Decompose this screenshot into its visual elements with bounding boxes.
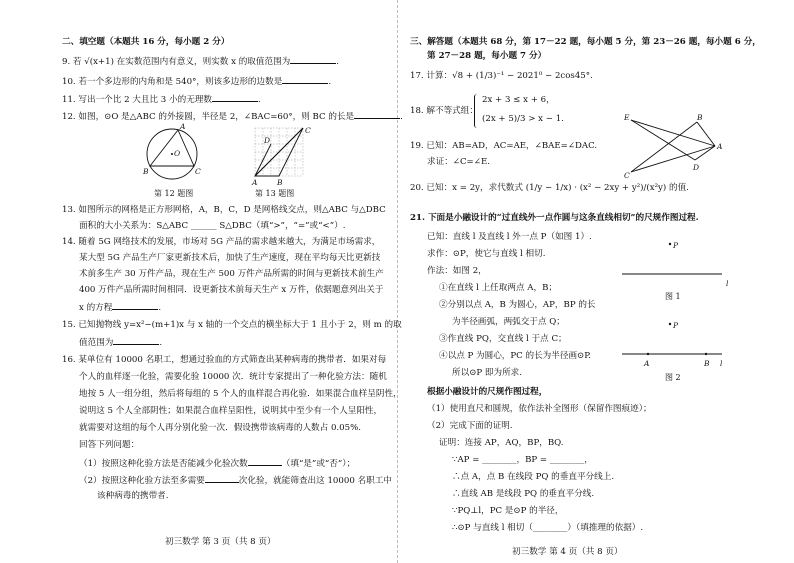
question-16-line-4: 说明这 5 个人全部阴性；如果混合血样呈阳性，说明其中至少有一个人呈阳性， [79, 406, 383, 416]
figure-13-caption: 第 13 题图 [255, 189, 295, 198]
question-15-line-2: 值范围为 . [79, 338, 163, 348]
question-14-line-4: 400 万件产品所需时间相同．设更新技术前每天生产 x 万件，依据题意列出关于 [79, 285, 384, 295]
svg-text:D: D [693, 163, 700, 172]
svg-text:P: P [673, 241, 679, 250]
question-16-line-6: 回答下列问题： [79, 440, 140, 450]
section-title-answers: 三、解答题（本题共 68 分，第 17－22 题，每小题 5 分，第 23－26 题，每小题 6 分， [410, 37, 761, 47]
question-14-line-3: 术前多生产 30 万件产品，现在生产 500 万件产品所需的时间与更新技术前生产 [79, 269, 384, 279]
question-19-line-2: 求证：∠C=∠E. [427, 157, 490, 167]
svg-text:l: l [726, 279, 729, 288]
question-14-line-2: 某大型 5G 产品生产厂家更新技术后，加快了生产速度，现在平均每天比更新技 [79, 253, 381, 263]
svg-text:O: O [174, 149, 181, 158]
question-9: 9. 若 √(x+1) 在实数范围内有意义，则实数 x 的取值范围为 . [62, 57, 340, 67]
figure-12-caption: 第 12 题图 [154, 189, 194, 198]
question-18-label: 18. 解不等式组： [410, 106, 478, 116]
figure-2-caption: 图 2 [665, 373, 681, 382]
q21-step-3: ③作直线 PQ，交直线 l 于点 C； [439, 334, 567, 344]
proof-line-4: ∴直线 AB 是线段 PQ 的垂直平分线. [452, 489, 595, 499]
inequality-2: (2x + 5)/3 > x − 1. [482, 114, 564, 124]
figure-2 [622, 320, 732, 370]
q21-conclusion: 所以⊙P 即为所求. [452, 368, 523, 378]
question-20: 20. 已知：x = 2y，求代数式 (1/y − 1/x) · (x² − 2xy + y²)/(x²y) 的值. [410, 183, 689, 193]
section-title-answers-cont: 第 27－28 题，每小题 7 分） [427, 51, 547, 61]
q21-step-2-cont: 为半径画弧，两弧交于点 Q； [452, 317, 565, 327]
proof-line-3: ∴点 A，点 B 在线段 PQ 的垂直平分线上. [452, 472, 615, 482]
figure-13-grid [252, 126, 315, 188]
q21-sub-title: 根据小融设计的尺规作图过程， [427, 387, 548, 397]
q21-step-4: ④以点 P 为圆心，PC 的长为半径画⊙P. [439, 351, 592, 361]
proof-line-6: ∴⊙P 与直线 l 相切（________）（填推理的依据）. [452, 523, 644, 533]
q21-step-1: ①在直线 l 上任取两点 A，B； [439, 283, 557, 293]
left-page-footer: 初三数学 第 3 页（共 8 页） [165, 537, 276, 547]
figure-1 [622, 240, 732, 295]
question-14-line-5: x 的方程 . [79, 303, 162, 313]
q21-step-2: ②分别以点 A，B 为圆心，AP，BP 的长 [439, 300, 596, 310]
question-16-line-3: 地按 5 人一组分组，然后将每组的 5 个人的血样混合再化验．如果混合血样呈阴性， [79, 389, 402, 399]
question-16-part-1: （1）按照这种化验方法是否能减少化验次数 （填“是”或“否”）； [79, 459, 356, 469]
svg-text:D: D [264, 136, 271, 145]
svg-text:A: A [644, 359, 650, 368]
figure-19 [624, 112, 727, 180]
svg-text:A: A [180, 122, 186, 131]
question-14-line-1: 14. 随着 5G 网络技术的发展，市场对 5G 产品的需求越来越大，为满足市场需求， [62, 237, 381, 247]
svg-text:B: B [704, 359, 710, 368]
question-10: 10. 若一个多边形的内角和是 540°，则该多边形的边数是 . [62, 77, 332, 87]
proof-line-1: 证明：连接 AP，AQ，BP，BQ. [439, 438, 564, 448]
svg-text:C: C [305, 126, 311, 135]
q21-method: 作法：如图 2， [427, 266, 487, 276]
question-16-line-5: 就需要对这组的每个人再分别化验一次．假设携带该病毒的人数占 0.05%. [79, 423, 361, 433]
svg-text:P: P [673, 321, 679, 330]
svg-text:B: B [143, 167, 149, 176]
q21-given: 已知：直线 l 及直线 l 外一点 P（如图 1）. [427, 232, 592, 242]
svg-text:A: A [717, 142, 723, 151]
svg-text:B: B [277, 178, 283, 187]
question-16-part-2: （2）按照这种化验方法至多需要 次化验，就能筛查出这 10000 名职工中 [79, 476, 392, 486]
right-page-footer: 初三数学 第 4 页（共 8 页） [512, 547, 623, 557]
svg-text:C: C [624, 171, 630, 180]
section-title-fill-in: 二、填空题（本题共 16 分，每小题 2 分） [62, 37, 230, 47]
proof-line-2: ∵AP = ________，BP = ________， [452, 455, 593, 465]
figure-1-caption: 图 1 [665, 292, 681, 301]
proof-line-5: ∵PQ⊥l，PC 是⊙P 的半径， [452, 506, 564, 516]
figure-12-circle [140, 122, 210, 187]
svg-text:l: l [720, 359, 723, 368]
question-13-line-2: 面积的大小关系为：S△ABC ______ S△DBC（填“>”，“=”或“<”）. [79, 221, 346, 231]
q21-construct: 求作：⊙P，使它与直线 l 相切. [427, 249, 546, 259]
inequality-1: 2x + 3 ≤ x + 6， [482, 95, 555, 105]
svg-text:E: E [624, 113, 630, 122]
question-19-line-1: 19. 已知：AB=AD，AC=AE，∠BAE=∠DAC. [410, 141, 598, 151]
question-15-line-1: 15. 已知抛物线 y=x²−(m+1)x 与 x 轴的一个交点的横坐标大于 1 且小于 2，则 m 的取 [62, 320, 402, 330]
inequality-brace [474, 94, 479, 128]
svg-text:A: A [252, 178, 258, 187]
question-16-line-1: 16. 某单位有 10000 名职工，想通过验血的方式筛查出某种病毒的携带者．如果对每 [62, 355, 387, 365]
question-17: 17. 计算：√8 + (1/3)⁻¹ − 2021⁰ − 2cos45°. [410, 71, 593, 81]
question-11: 11. 写出一个比 2 大且比 3 小的无理数 . [62, 95, 261, 105]
right-page [397, 0, 794, 563]
question-12: 12. 如图，⊙O 是△ABC 的外接圆，半径是 2，∠BAC=60°，则 BC 的长是 . [62, 112, 403, 122]
q21-part-2: （2）完成下面的证明. [427, 421, 513, 431]
q21-part-1: （1）使用直尺和圆规，依作法补全图形（保留作图痕迹）； [427, 404, 652, 414]
svg-text:C: C [195, 167, 201, 176]
question-16-part-2-cont: 该种病毒的携带者. [97, 491, 169, 501]
question-13-line-1: 13. 如图所示的网格是正方形网格，A，B，C，D 是网格线交点，则△ABC 与△DBC [62, 205, 386, 215]
question-21-title: 21. 下面是小融设计的“过直线外一点作圆与这条直线相切”的尺规作图过程. [410, 213, 699, 223]
question-16-line-2: 个人的血样逐一化验，需要化验 10000 次．统计专家提出了一种化验方法：随机 [79, 372, 387, 382]
svg-text:B: B [697, 113, 703, 122]
